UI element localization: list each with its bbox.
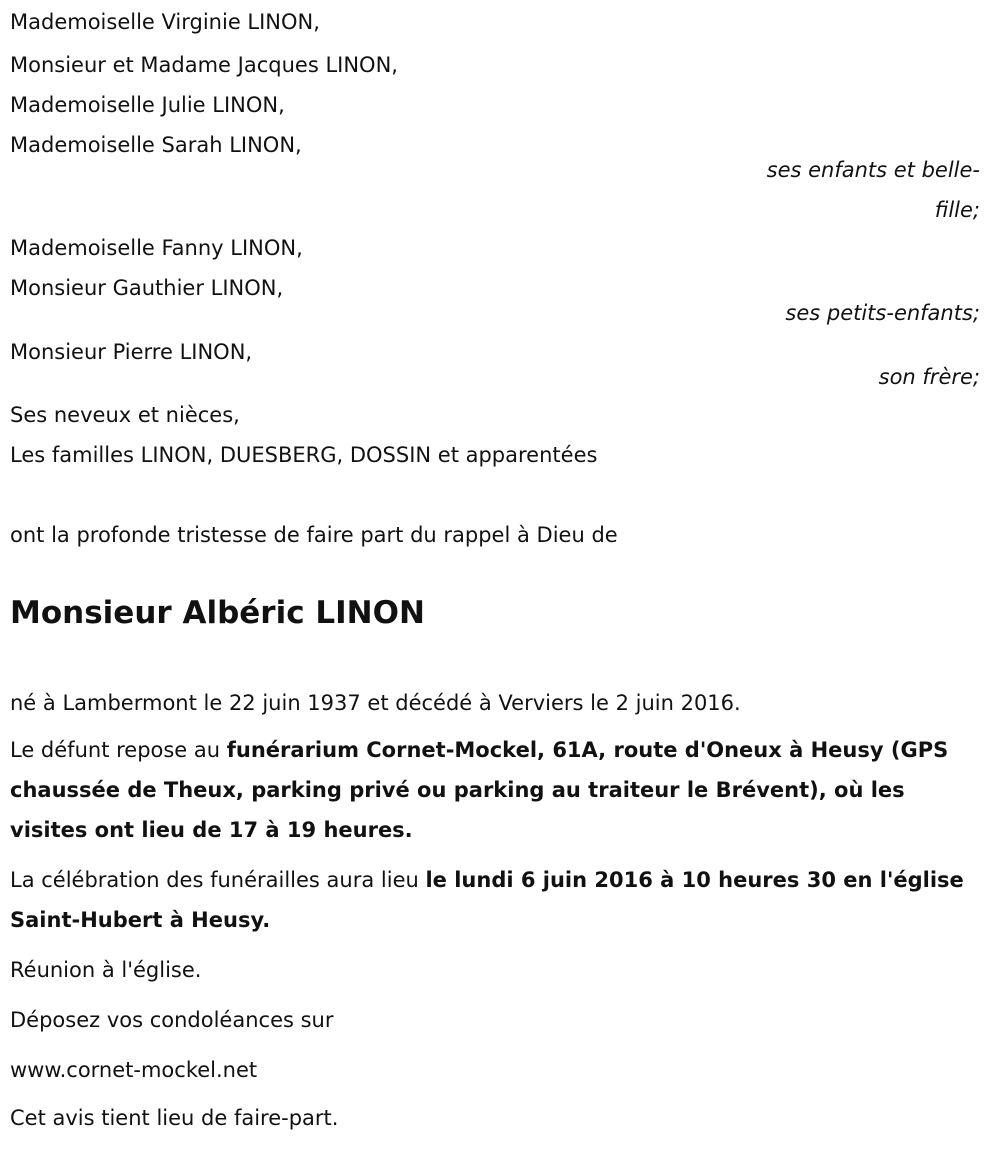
announcement: ont la profonde tristesse de faire part du rappel à Dieu de: [10, 523, 618, 547]
family-line: Monsieur et Madame Jacques LINON,: [10, 53, 398, 77]
repose-paragraph: Le défunt repose au funérarium Cornet-Mockel, 61A, route d'Oneux à Heusy (GPS chaussée de Theux, parking privé ou parking au traiteur le Brévent), où les visites ont lieu de 17 à 19 heures.: [10, 738, 949, 842]
footer-note: Cet avis tient lieu de faire-part.: [10, 1106, 339, 1130]
family-line: Monsieur Gauthier LINON,: [10, 276, 284, 300]
deceased-name: Monsieur Albéric LINON: [10, 595, 425, 631]
birth-death: né à Lambermont le 22 juin 1937 et décédé à Verviers le 2 juin 2016.: [10, 691, 741, 715]
family-line: Monsieur Pierre LINON,: [10, 340, 253, 364]
family-line: Mademoiselle Fanny LINON,: [10, 236, 303, 260]
relation-brother: son frère;: [878, 365, 980, 389]
ceremony-paragraph: La célébration des funérailles aura lieu le lundi 6 juin 2016 à 10 heures 30 en l'église Saint-Hubert à Heusy.: [10, 868, 964, 932]
family-line: Les familles LINON, DUESBERG, DOSSIN et apparentées: [10, 443, 598, 467]
meeting: Réunion à l'église.: [10, 958, 202, 982]
condolences: Déposez vos condoléances sur: [10, 1008, 334, 1032]
relation-grandchildren: ses petits-enfants;: [785, 301, 980, 325]
family-line: Mademoiselle Julie LINON,: [10, 93, 285, 117]
family-line: Mademoiselle Virginie LINON,: [10, 10, 320, 34]
family-line: Mademoiselle Sarah LINON,: [10, 133, 302, 157]
website-link[interactable]: www.cornet-mockel.net: [10, 1058, 258, 1082]
family-line: Ses neveux et nièces,: [10, 403, 240, 427]
relation-children: ses enfants et belle-fille;: [766, 158, 980, 222]
